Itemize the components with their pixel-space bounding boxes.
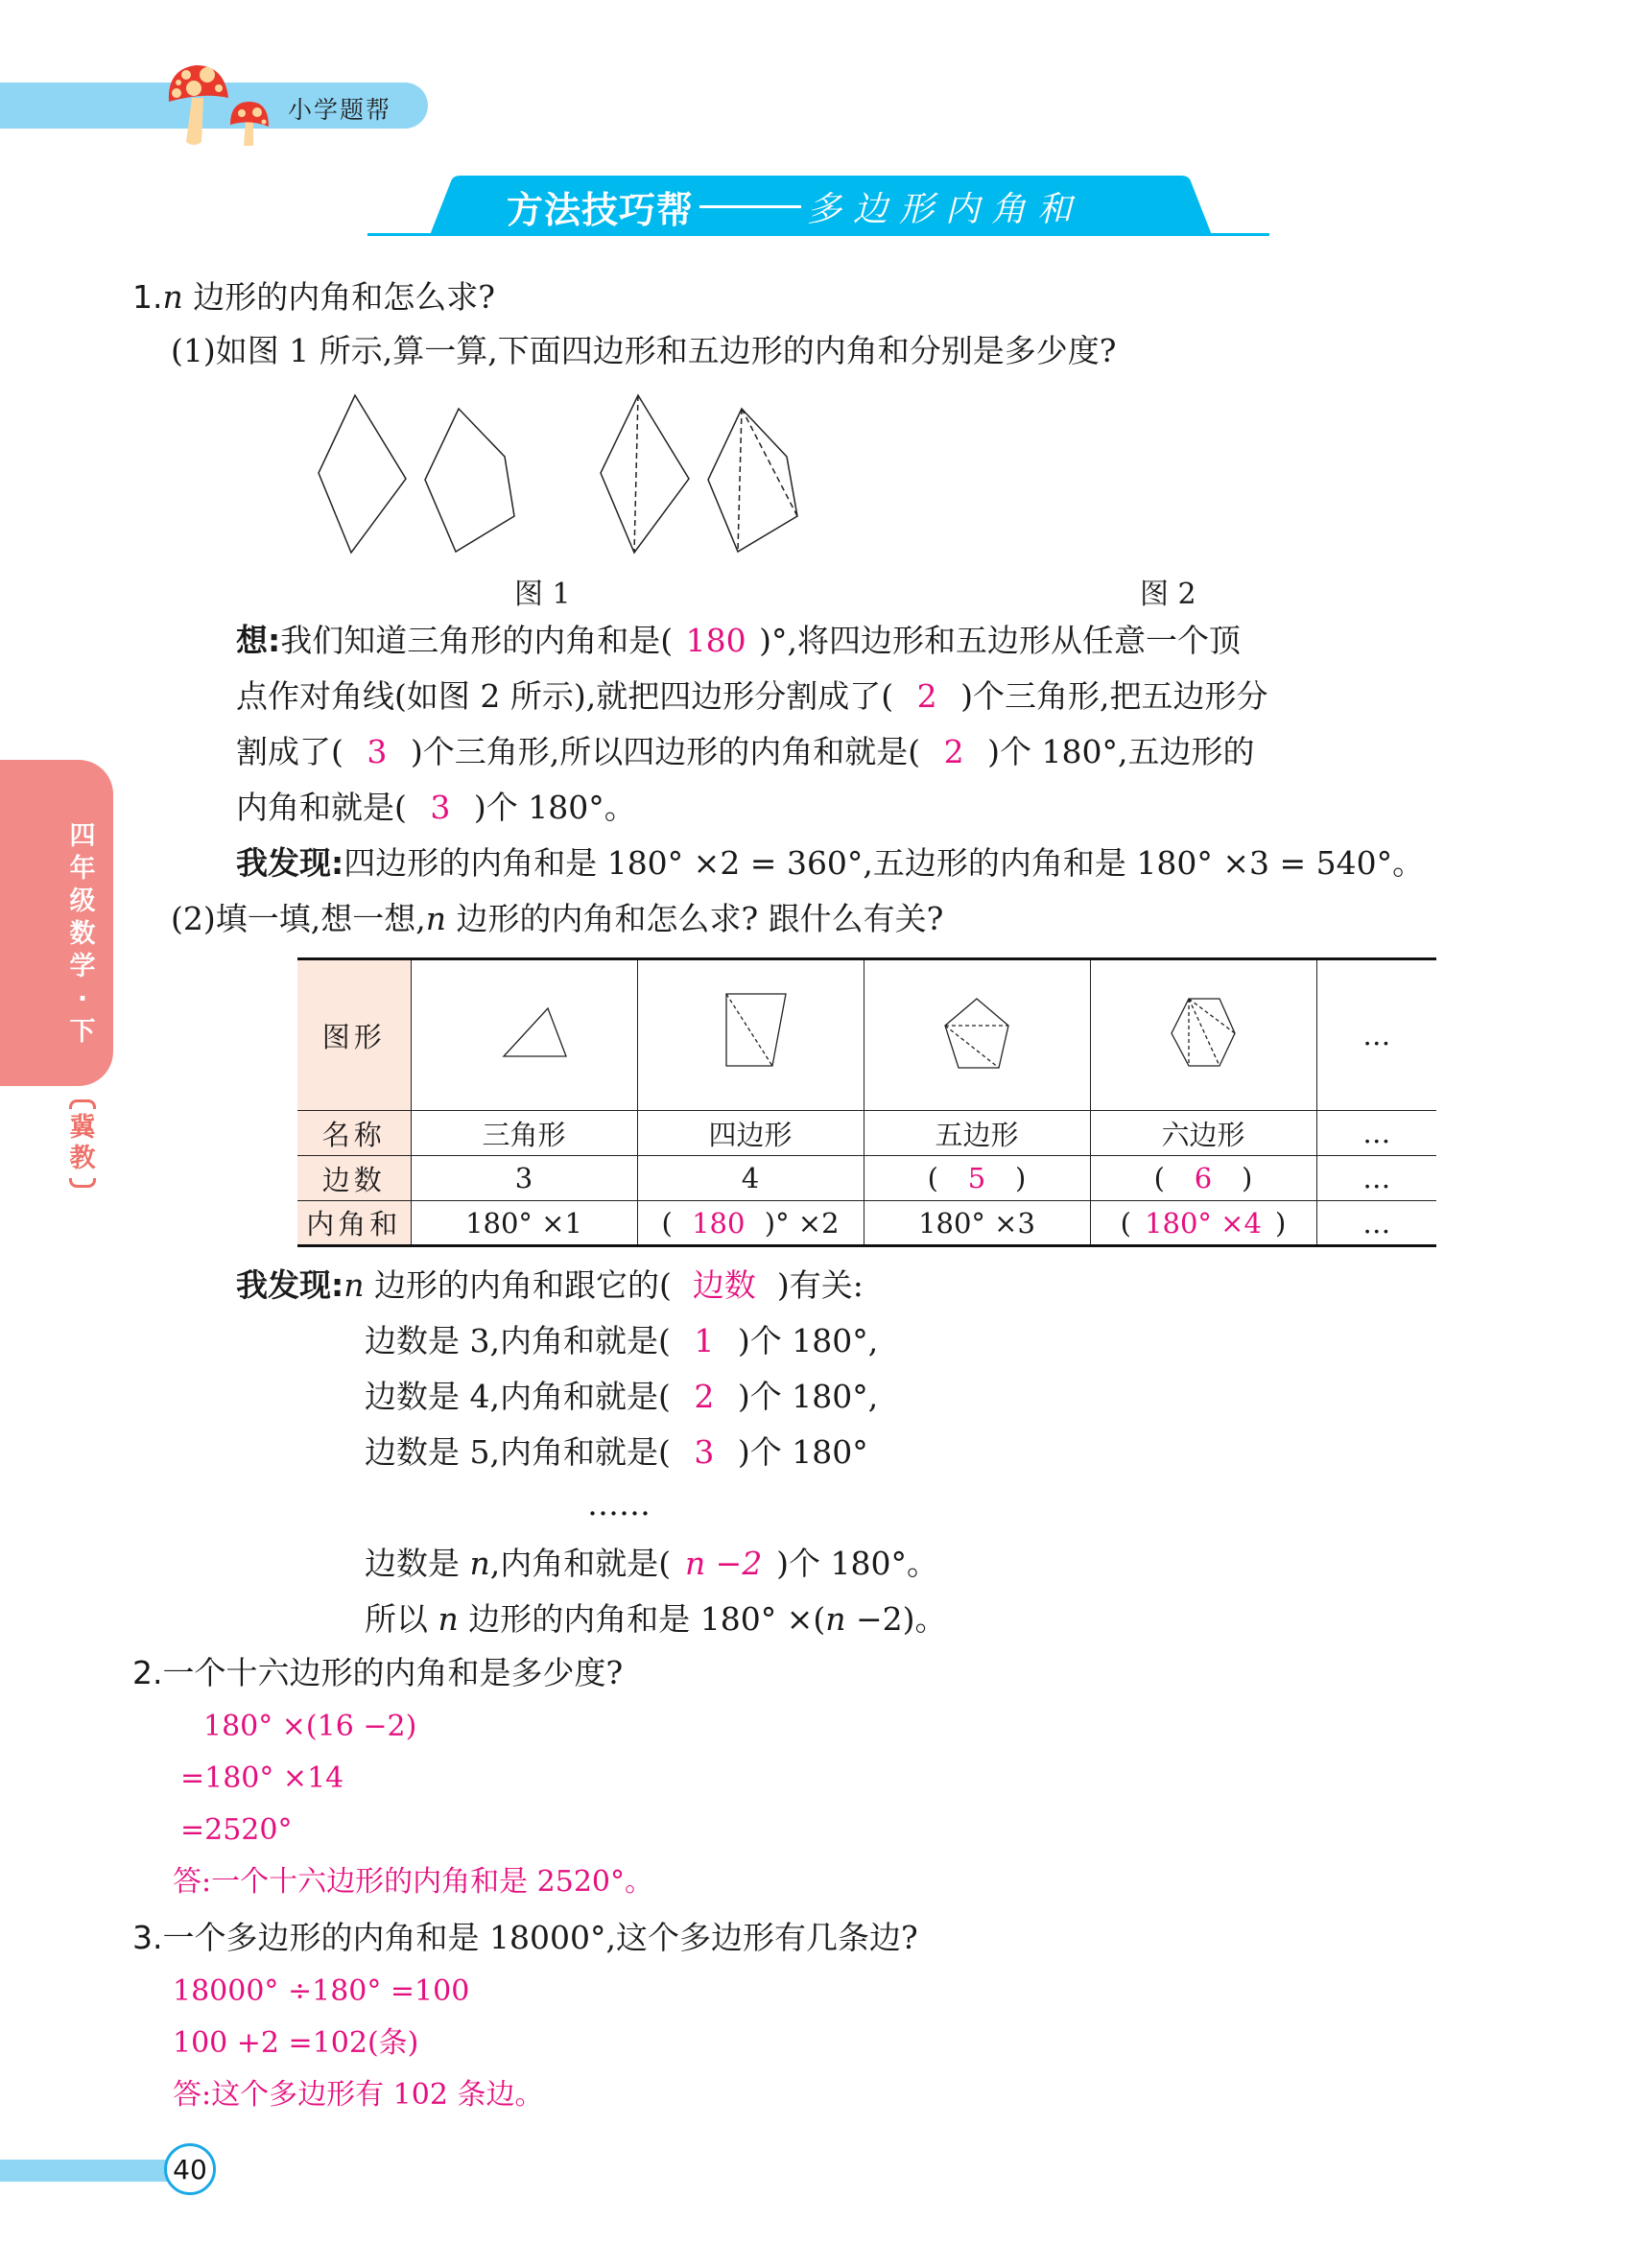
text: )个 180°, [737, 1378, 879, 1415]
text: )个 180° [737, 1433, 868, 1471]
table-cell: 五边形 [864, 1111, 1090, 1156]
polygon-figures [307, 379, 1420, 609]
table-cell: 3 [411, 1156, 637, 1201]
q2-step: =2520° [180, 1813, 293, 1847]
text: )个 180°。 [776, 1545, 938, 1582]
title-dash [699, 205, 801, 208]
mushroom-icon [165, 59, 280, 146]
table-cell [1090, 1201, 1316, 1246]
table-row-shapes [297, 959, 1436, 1111]
q3-heading [132, 1919, 918, 1957]
answer-blank: n −2 [684, 1545, 763, 1582]
think-line-4 [236, 789, 636, 827]
q2-answer: 答:一个十六边形的内角和是 2520°。 [173, 1865, 653, 1899]
text: 点作对角线(如图 2 所示),就把四边形分割成了( [236, 677, 894, 715]
conclusion [365, 1600, 947, 1639]
text: )个 180°。 [473, 789, 636, 826]
text: ,内角和就是( [489, 1545, 672, 1582]
var-n: n [425, 900, 446, 937]
paren: ( [1120, 1206, 1131, 1240]
text: 边数是 [365, 1545, 470, 1582]
side-char: 学 [69, 952, 96, 981]
polygon-table [297, 957, 1436, 1247]
triangle-icon [411, 959, 637, 1111]
discover-label: 我发现: [236, 1266, 344, 1304]
answer-blank: 180 [685, 622, 746, 659]
page-title [507, 180, 1083, 232]
var-n: n [825, 1600, 846, 1638]
discover-row [365, 1433, 868, 1472]
text: )有关: [776, 1266, 864, 1304]
discover-n-row [365, 1545, 938, 1583]
table-cell: 180° ×1 [411, 1201, 637, 1246]
ellipsis-dots: …… [587, 1485, 651, 1523]
text: )个三角形,所以四边形的内角和就是( [410, 733, 921, 770]
paren: ( [1153, 1162, 1165, 1194]
q2-step: 180° ×(16 −2) [203, 1710, 417, 1743]
text: 割成了( [236, 733, 343, 770]
text: 内角和就是( [236, 789, 407, 826]
title-sub: 多边形内角和 [807, 189, 1084, 229]
discover-2 [236, 1266, 864, 1305]
table-cell: 三角形 [411, 1111, 637, 1156]
fig1-quadrilateral-icon [319, 395, 406, 553]
q3-number: 3. [132, 1919, 163, 1956]
q2-text: 一个十六边形的内角和是多少度? [162, 1654, 624, 1691]
table-cell [1090, 1156, 1316, 1201]
discover-row [365, 1378, 878, 1416]
var-n: n [438, 1600, 459, 1638]
page-number: 40 [164, 2143, 216, 2195]
discover-text: 四边形的内角和是 180° ×2 = 360°,五边形的内角和是 180° ×3 = 540°。 [343, 844, 1425, 882]
q2-heading [132, 1654, 623, 1692]
text: 我们知道三角形的内角和是( [280, 622, 674, 659]
side-tab-edition [65, 1099, 100, 1188]
think-label: 想: [236, 622, 281, 659]
footer-band [0, 2160, 173, 2182]
row-header: 名称 [297, 1111, 411, 1156]
paren: )° ×2 [764, 1206, 840, 1240]
q2-number: 2. [132, 1654, 163, 1691]
answer-blank: 边数 [692, 1266, 756, 1304]
quadrilateral-icon [637, 959, 864, 1111]
answer-blank: 180 [692, 1206, 746, 1240]
side-tab-grade [65, 820, 100, 1049]
text: )个 180°,五边形的 [987, 733, 1255, 770]
table-cell: 四边形 [637, 1111, 864, 1156]
side-char: 级 [69, 886, 96, 916]
table-row-angle-sums [297, 1201, 1436, 1246]
text: 边形的内角和跟它的( [364, 1266, 672, 1304]
q3-text: 一个多边形的内角和是 18000°,这个多边形有几条边? [162, 1919, 918, 1956]
paren: ) [1242, 1162, 1253, 1194]
text: 边形的内角和怎么求? 跟什么有关? [446, 900, 944, 937]
q3-answer: 答:这个多边形有 102 条边。 [173, 2078, 544, 2112]
paren: ) [1275, 1206, 1287, 1240]
answer-blank: 6 [1194, 1162, 1213, 1194]
text: )个 180°, [737, 1322, 879, 1359]
row-header: 边数 [297, 1156, 411, 1201]
text: )个三角形,把五边形分 [960, 677, 1268, 715]
brand-name: 小学题帮 [288, 96, 392, 124]
paren: ( [661, 1206, 673, 1240]
side-char: 冀 [69, 1113, 96, 1143]
answer-blank: 1 [694, 1322, 715, 1359]
q1-number: 1. [132, 278, 163, 316]
table-cell: 六边形 [1090, 1111, 1316, 1156]
bracket-bottom [69, 1178, 96, 1188]
table-cell: … [1316, 1201, 1436, 1246]
fig2-pentagon-icon [708, 409, 797, 552]
answer-blank: 5 [967, 1162, 986, 1194]
discover-row [365, 1322, 878, 1360]
var-n: n [469, 1545, 490, 1582]
q1-text: 边形的内角和怎么求? [182, 278, 495, 316]
table-row-names [297, 1111, 1436, 1156]
answer-blank: 3 [694, 1433, 715, 1471]
q1-heading [132, 278, 495, 317]
answer-blank: 2 [916, 677, 937, 715]
pentagon-icon [864, 959, 1090, 1111]
table-row-sides [297, 1156, 1436, 1201]
text: 边数是 3,内角和就是( [365, 1322, 671, 1359]
table-cell: … [1316, 1111, 1436, 1156]
var-n: n [343, 1266, 365, 1304]
table-cell [864, 1156, 1090, 1201]
fig1-pentagon-icon [425, 409, 514, 552]
paren: ( [927, 1162, 938, 1194]
q1-part2 [171, 900, 943, 938]
title-main: 方法技巧帮 [507, 188, 695, 231]
discover-1 [236, 844, 1424, 883]
side-char: 教 [69, 1144, 96, 1173]
think-line-1 [236, 622, 1241, 660]
answer-blank: 3 [430, 789, 451, 826]
text: 边数是 5,内角和就是( [365, 1433, 671, 1471]
table-cell: 180° ×3 [864, 1201, 1090, 1246]
table-cell: 4 [637, 1156, 864, 1201]
text: −2)。 [845, 1600, 947, 1638]
bracket-top [69, 1099, 96, 1109]
q1-part1: (1)如图 1 所示,算一算,下面四边形和五边形的内角和分别是多少度? [171, 332, 1117, 369]
var-n: n [162, 278, 183, 316]
answer-blank: 2 [694, 1378, 715, 1415]
answer-blank: 2 [943, 733, 964, 770]
fig2-label: 图 2 [1140, 578, 1196, 611]
think-line-2 [236, 677, 1267, 716]
side-char: 四 [69, 821, 96, 851]
think-line-3 [236, 733, 1254, 771]
side-char: · [77, 984, 88, 1014]
text: 所以 [365, 1600, 438, 1638]
q2-step: =180° ×14 [180, 1761, 344, 1795]
answer-blank: 180° ×4 [1145, 1206, 1262, 1240]
text: (2)填一填,想一想, [171, 900, 426, 937]
hexagon-icon [1090, 959, 1316, 1111]
text: 边形的内角和是 180° ×( [458, 1600, 826, 1638]
text: 边数是 4,内角和就是( [365, 1378, 671, 1415]
table-cell: … [1316, 1156, 1436, 1201]
q3-step: 100 +2 =102(条) [173, 2026, 419, 2060]
ellipsis: … [1316, 959, 1436, 1111]
discover-label: 我发现: [236, 844, 344, 882]
fig1-label: 图 1 [514, 578, 571, 611]
side-char: 下 [69, 1017, 96, 1047]
side-char: 数 [69, 919, 96, 949]
table-cell [637, 1201, 864, 1246]
side-char: 年 [69, 854, 96, 884]
fig2-quadrilateral-icon [601, 395, 689, 553]
row-header: 内角和 [297, 1201, 411, 1246]
q3-step: 18000° ÷180° =100 [173, 1974, 470, 2008]
text: )°,将四边形和五边形从任意一个顶 [759, 622, 1241, 659]
row-header: 图形 [297, 959, 411, 1111]
paren: ) [1015, 1162, 1027, 1194]
answer-blank: 3 [367, 733, 388, 770]
